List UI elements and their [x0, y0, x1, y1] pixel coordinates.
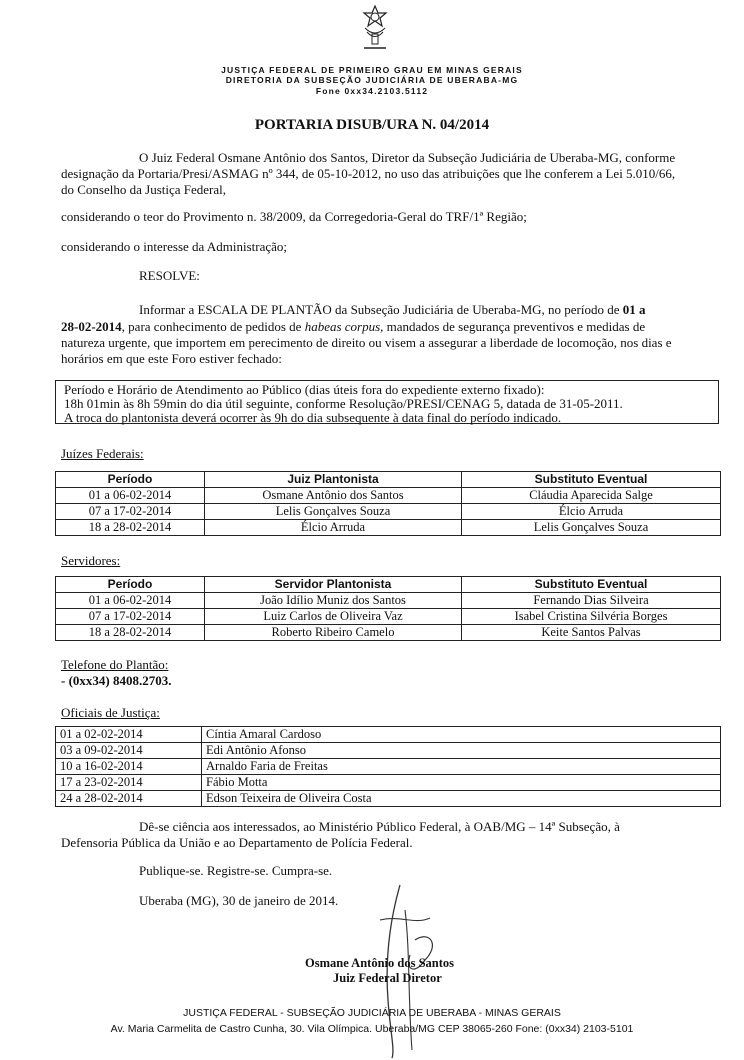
cell-plantonista: Roberto Ribeiro Camelo — [205, 625, 462, 641]
cell-periodo: 07 a 17-02-2014 — [56, 504, 205, 520]
cell-periodo: 07 a 17-02-2014 — [56, 609, 205, 625]
juizes-table — [55, 471, 721, 536]
cell-oficial: Edi Antônio Afonso — [202, 743, 721, 759]
cell-periodo: 17 a 23-02-2014 — [56, 775, 202, 791]
cell-plantonista: Élcio Arruda — [205, 520, 462, 536]
cell-plantonista: Lelis Gonçalves Souza — [205, 504, 462, 520]
cell-periodo: 01 a 02-02-2014 — [56, 727, 202, 743]
attendance-line-2: 18h 01min às 8h 59min do dia útil seguinte, conforme Resolução/PRESI/CENAG 5, datada de 31-05-2011. — [64, 396, 623, 411]
col-substituto: Substituto Eventual — [462, 577, 721, 593]
informar-line-2 — [61, 319, 721, 335]
signatory-role: Juiz Federal Diretor — [333, 971, 442, 985]
cell-substituto: Élcio Arruda — [462, 504, 721, 520]
local-data: Uberaba (MG), 30 de janeiro de 2014. — [139, 893, 339, 908]
col-periodo: Período — [56, 472, 205, 488]
juizes-label: Juízes Federais: — [61, 446, 144, 461]
footer-line-1: JUSTIÇA FEDERAL - SUBSEÇÃO JUDICIÁRIA DE UBERABA - MINAS GERAIS — [183, 1007, 561, 1019]
table-row — [56, 504, 721, 520]
table-row — [56, 593, 721, 609]
cell-oficial: Cíntia Amaral Cardoso — [202, 727, 721, 743]
table-header-row — [56, 577, 721, 593]
attendance-info-box — [55, 380, 719, 424]
cell-oficial: Fábio Motta — [202, 775, 721, 791]
header-court: JUSTIÇA FEDERAL DE PRIMEIRO GRAU EM MINAS GERAIS — [221, 65, 523, 75]
cell-periodo: 01 a 06-02-2014 — [56, 488, 205, 504]
informar-text-2: , para conhecimento de pedidos de — [121, 319, 305, 334]
table-row — [56, 759, 721, 775]
cell-oficial: Arnaldo Faria de Freitas — [202, 759, 721, 775]
servidores-label: Servidores: — [61, 553, 121, 568]
table-row — [56, 727, 721, 743]
brasao-emblem — [360, 4, 390, 54]
col-periodo: Período — [56, 577, 205, 593]
cell-substituto: Cláudia Aparecida Salge — [462, 488, 721, 504]
col-substituto: Substituto Eventual — [462, 472, 721, 488]
attendance-line-3: A troca do plantonista deverá ocorrer às 9h do dia subsequente à data final do período indicado. — [64, 410, 562, 425]
cell-plantonista: Luiz Carlos de Oliveira Vaz — [205, 609, 462, 625]
ciencia-line-2: Defensoria Pública da União e ao Departamento de Polícia Federal. — [61, 835, 413, 850]
header-directorate: DIRETORIA DA SUBSEÇÃO JUDICIÁRIA DE UBERABA-MG — [225, 75, 519, 85]
document-title: PORTARIA DISUB/URA N. 04/2014 — [254, 117, 490, 133]
table-row — [56, 609, 721, 625]
informar-line-1 — [139, 302, 721, 318]
cell-periodo: 03 a 09-02-2014 — [56, 743, 202, 759]
table-row — [56, 520, 721, 536]
cell-substituto: Isabel Cristina Silvéria Borges — [462, 609, 721, 625]
informar-line-3: natureza urgente, que importem em perecimento de direito ou visem a assegurar a liberdade de locomoção, nos dias e — [61, 335, 672, 350]
intro-line-2: designação da Portaria/Presi/ASMAG nº 344, de 05-10-2012, no uso das atribuições que lhe conferem a Lei 5.010/66, — [61, 166, 676, 181]
publique-line: Publique-se. Registre-se. Cumpra-se. — [139, 863, 333, 878]
cell-substituto: Lelis Gonçalves Souza — [462, 520, 721, 536]
cell-periodo: 01 a 06-02-2014 — [56, 593, 205, 609]
table-row — [56, 743, 721, 759]
cell-plantonista: Osmane Antônio dos Santos — [205, 488, 462, 504]
col-plantonista: Servidor Plantonista — [205, 577, 462, 593]
signatory-name: Osmane Antônio dos Santos — [305, 956, 454, 970]
cell-periodo: 10 a 16-02-2014 — [56, 759, 202, 775]
telefone-label: Telefone do Plantão: — [61, 657, 169, 672]
informar-text: Informar a ESCALA DE PLANTÃO da Subseção Judiciária de Uberaba-MG, no período de — [139, 302, 623, 317]
cell-periodo: 24 a 28-02-2014 — [56, 791, 202, 807]
attendance-line-1: Período e Horário de Atendimento ao Público (dias úteis fora do expediente externo fixado): — [64, 382, 545, 397]
ciencia-line-1: Dê-se ciência aos interessados, ao Ministério Público Federal, à OAB/MG – 14ª Subseção, à — [139, 819, 620, 834]
cell-substituto: Keite Santos Palvas — [462, 625, 721, 641]
cell-oficial: Edson Teixeira de Oliveira Costa — [202, 791, 721, 807]
cell-plantonista: João Idílio Muniz dos Santos — [205, 593, 462, 609]
informar-period-end: 28-02-2014 — [61, 319, 122, 334]
informar-period-start: 01 a — [622, 302, 646, 317]
telefone-value: - (0xx34) 8408.2703. — [61, 673, 172, 688]
cell-periodo: 18 a 28-02-2014 — [56, 520, 205, 536]
informar-line-4: horários em que este Foro estiver fechado: — [61, 351, 282, 366]
intro-line-1: O Juiz Federal Osmane Antônio dos Santos, Diretor da Subseção Judiciária de Uberaba-MG, conforme — [139, 150, 676, 165]
informar-habeas-corpus: habeas corpus, — [304, 319, 384, 334]
cell-substituto: Fernando Dias Silveira — [462, 593, 721, 609]
footer-line-2: Av. Maria Carmelita de Castro Cunha, 30. Vila Olímpica. Uberaba/MG CEP 38065-260 Fone: (0xx34) 2103-5101 — [110, 1023, 634, 1035]
table-row — [56, 488, 721, 504]
oficiais-table — [55, 726, 721, 807]
servidores-table — [55, 576, 721, 641]
table-row — [56, 775, 721, 791]
considerando-interesse: considerando o interesse da Administração; — [61, 239, 287, 254]
cell-periodo: 18 a 28-02-2014 — [56, 625, 205, 641]
table-row — [56, 791, 721, 807]
intro-line-3: do Conselho da Justiça Federal, — [61, 182, 226, 197]
informar-text-3: mandados de segurança preventivos e medidas de — [383, 319, 646, 334]
considerando-provimento: considerando o teor do Provimento n. 38/2009, da Corregedoria-Geral do TRF/1ª Região; — [61, 209, 527, 224]
resolve-label: RESOLVE: — [139, 268, 200, 283]
oficiais-label: Oficiais de Justiça: — [61, 705, 160, 720]
col-plantonista: Juiz Plantonista — [205, 472, 462, 488]
table-row — [56, 625, 721, 641]
header-phone: Fone 0xx34.2103.5112 — [315, 86, 429, 96]
table-header-row — [56, 472, 721, 488]
